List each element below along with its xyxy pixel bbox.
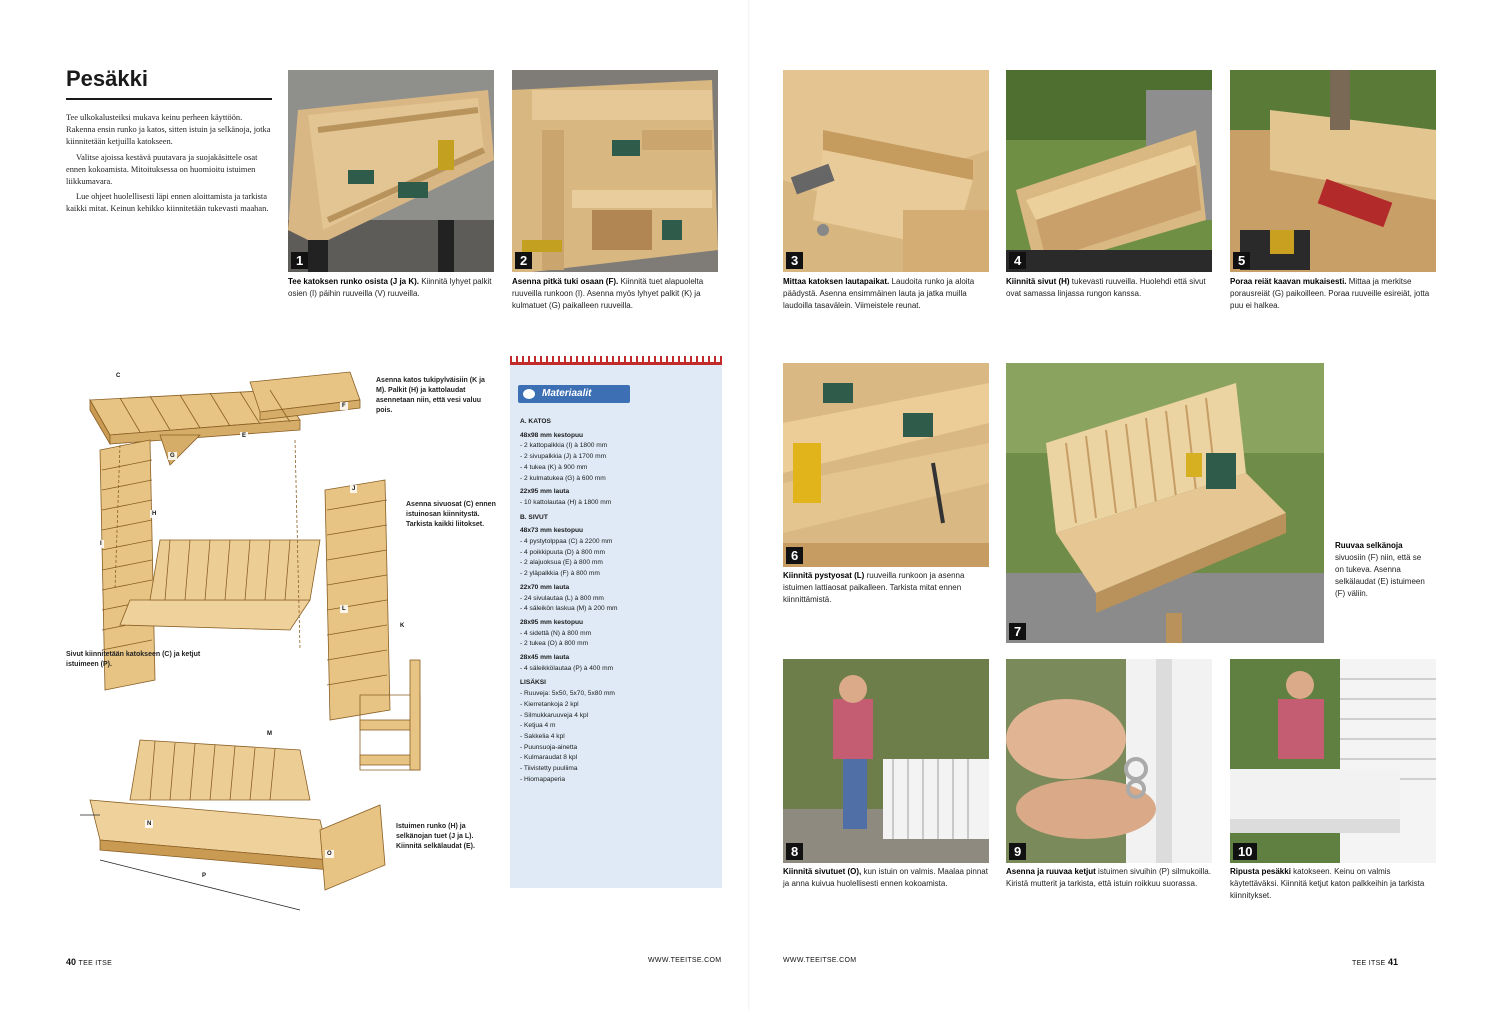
step-10-caption — [1230, 866, 1436, 902]
title-rule — [66, 98, 272, 100]
material-item: - 4 säleikön laskua (M) à 200 mm — [520, 605, 618, 613]
intro-paragraph: Valitse ajoissa kestävä puutavara ja suojakäsittele osat ennen kokoamista. Mitoituksessa on huomioitu istuimen liikkumavara. — [66, 152, 258, 187]
intro-text — [66, 112, 272, 219]
step-number: 10 — [1233, 843, 1257, 860]
caption-bold: Kiinnitä sivutuet (O), — [783, 867, 862, 876]
step-number: 1 — [291, 252, 308, 269]
step-4-image — [1006, 70, 1212, 272]
material-list-box — [510, 362, 722, 888]
page-number: 41 — [1388, 957, 1399, 967]
material-item: - Tiivistetty puuliima — [520, 765, 578, 773]
step-5-caption — [1230, 276, 1436, 312]
step-10-photo — [1230, 659, 1436, 863]
step-number: 4 — [1009, 252, 1026, 269]
caption-text: istuimen sivuihin (P) silmukoilla. Kiristä mutterit ja tarkista, että istuin roikkuu suorassa. — [1006, 867, 1211, 888]
material-section-title: LISÄKSI — [520, 679, 547, 687]
material-list-body — [520, 413, 716, 786]
saw-icon — [521, 387, 537, 401]
caption-text: tukevasti ruuveilla. Huolehdi että sivut ovat samassa linjassa rungon kanssa. — [1006, 277, 1206, 298]
material-section-title: B. SIVUT — [520, 513, 548, 521]
material-item: - 4 poikkipuuta (D) à 800 mm — [520, 548, 606, 556]
step-1-photo — [288, 70, 494, 272]
step-number: 7 — [1009, 623, 1026, 640]
step-number: 8 — [786, 843, 803, 860]
diagram-label: N — [147, 821, 152, 827]
material-item: - 2 alajuoksua (E) à 800 mm — [520, 559, 603, 567]
step-1-image — [288, 70, 494, 272]
material-item: - 2 tukea (O) à 800 mm — [520, 640, 589, 648]
material-item: - Kierretankoja 2 kpl — [520, 700, 579, 708]
caption-bold: Asenna ja ruuvaa ketjut — [1006, 867, 1096, 876]
step-1-caption — [288, 276, 494, 300]
material-item: - Hiomapaperia — [520, 775, 566, 783]
step-5-image — [1230, 70, 1436, 272]
diagram-label: F — [342, 403, 346, 409]
diagram-label: I — [100, 541, 102, 547]
caption-text: sivuosiin (F) niin, että se on tukeva. Asenna selkälaudat (E) istuimeen (F) väliin. — [1335, 553, 1425, 598]
diagram-label: L — [342, 606, 346, 612]
diagram-note: Asenna sivuosat (C) ennen istuinosan kiinnitystä. Tarkista kaikki liitokset. — [406, 501, 496, 528]
diagram-label: O — [327, 851, 332, 857]
material-item: - Ruuveja: 5x50, 5x70, 5x80 mm — [520, 690, 615, 698]
step-3-photo — [783, 70, 989, 272]
material-subsection-title: 22x70 mm lauta — [520, 583, 570, 591]
step-number: 9 — [1009, 843, 1026, 860]
material-item: - 4 sidettä (N) à 800 mm — [520, 629, 592, 637]
diagram-note: Asenna katos tukipylväisiin (K ja M). Palkit (H) ja kattolaudat asennetaan niin, että vesi valuu pois. — [376, 377, 485, 414]
step-8-caption — [783, 866, 989, 890]
caption-text: kun istuin on valmis. Maalaa pinnat ja anna kuivua huolellisesti ennen kokoamista. — [783, 867, 988, 888]
step-4-photo — [1006, 70, 1212, 272]
material-item: - 10 kattolautaa (H) à 1800 mm — [520, 498, 612, 506]
caption-text: katokseen. Keinu on valmis käytettäväksi. Kiinnitä ketjut katon palkkeihin ja tarkista kiinnitykset. — [1230, 867, 1425, 900]
step-7-image — [1006, 363, 1324, 643]
material-item: - Puunsuoja-ainetta — [520, 743, 578, 751]
page-number: 40 — [66, 957, 77, 967]
diagram-label: J — [352, 486, 356, 492]
step-7-side-caption — [1335, 540, 1427, 600]
intro-paragraph: Lue ohjeet huolellisesti läpi ennen aloittamista ja tarkista kaikki mitat. Keinun kehikko kiinnitetään tukevasti maahan. — [66, 192, 269, 214]
material-item: - Sakkelia 4 kpl — [520, 732, 565, 740]
caption-bold: Poraa reiät kaavan mukaisesti. — [1230, 277, 1347, 286]
page-title: Pesäkki — [66, 66, 148, 91]
caption-bold: Mittaa katoksen lautapaikat. — [783, 277, 890, 286]
caption-bold: Ripusta pesäkki — [1230, 867, 1291, 876]
diagram-label: C — [116, 373, 121, 379]
step-6-image — [783, 363, 989, 567]
diagram-note: Sivut kiinnitetään katokseen (C) ja ketjut istuimeen (P). — [66, 651, 201, 668]
step-9-image — [1006, 659, 1212, 863]
material-section-title: A. KATOS — [520, 418, 551, 425]
intro-paragraph: Tee ulkokalusteiksi mukava keinu perheen käyttöön. Rakenna ensin runko ja katos, sitten istuin ja selkänoja, jotka kiinnitetään ketjuilla katokseen. — [66, 113, 271, 147]
diagram-label: P — [202, 873, 207, 879]
step-6-caption — [783, 570, 989, 606]
step-number: 3 — [786, 252, 803, 269]
step-3-caption — [783, 276, 989, 312]
diagram-label: M — [267, 731, 272, 737]
magazine-name: TEE ITSE — [78, 960, 113, 967]
caption-text: ruuveilla runkoon ja asenna istuimen lattiaosat paikalleen. Tarkista mitat ennen kiinnittämistä. — [783, 571, 965, 604]
diagram-note: Istuimen runko (H) ja selkänojan tuet (J ja L). Kiinnitä selkälaudat (E). — [396, 823, 475, 850]
diagram-label: K — [400, 623, 405, 629]
material-item: - 4 pystytolppaa (C) à 2200 mm — [520, 538, 613, 546]
caption-bold: Tee katoksen runko osista (J ja K). — [288, 277, 420, 286]
step-2-photo — [512, 70, 718, 272]
material-item: - Silmukkaruuveja 4 kpl — [520, 711, 589, 719]
material-item: - Ketjua 4 m — [520, 722, 556, 730]
material-subsection-title: 48x73 mm kestopuu — [520, 527, 584, 535]
caption-bold: Asenna pitkä tuki osaan (F). — [512, 277, 619, 286]
caption-text: Kiinnitä tuet alapuolelta ruuveilla runkoon (I). Asenna myös lyhyet palkit (K) ja kulmatuet (G) paikalleen ruuveilla. — [512, 277, 704, 310]
magazine-name: TEE ITSE — [1352, 960, 1386, 967]
caption-bold: Kiinnitä pystyosat (L) — [783, 571, 865, 580]
material-list-heading: Materiaalit — [518, 385, 630, 403]
diagram-label: E — [242, 433, 247, 439]
material-item: - 2 kulmatukea (G) à 600 mm — [520, 474, 606, 482]
caption-bold: Ruuvaa selkänoja — [1335, 541, 1403, 550]
assembly-diagram — [60, 360, 500, 950]
material-item: - 2 kattopalkkia (I) à 1800 mm — [520, 442, 608, 450]
right-page — [750, 0, 1500, 1011]
step-9-caption — [1006, 866, 1212, 890]
step-number: 5 — [1233, 252, 1250, 269]
material-item: - 4 säleikkölautaa (P) à 400 mm — [520, 664, 614, 672]
step-5-photo — [1230, 70, 1436, 272]
step-9-photo — [1006, 659, 1212, 863]
caption-bold: Kiinnitä sivut (H) — [1006, 277, 1070, 286]
caption-text: Kiinnitä lyhyet palkit osien (I) päihin ruuveilla (V) ruuveilla. — [288, 277, 492, 298]
page-number-right — [1352, 957, 1398, 967]
step-number: 2 — [515, 252, 532, 269]
diagram-label: H — [152, 511, 157, 517]
material-item: - 24 sivulautaa (L) à 800 mm — [520, 594, 604, 602]
material-item: - 2 yläpalkkia (F) à 800 mm — [520, 570, 600, 578]
step-6-photo — [783, 363, 989, 567]
step-number: 6 — [786, 547, 803, 564]
page-number-left — [66, 957, 112, 967]
material-subsection-title: 28x45 mm lauta — [520, 654, 570, 662]
step-7-photo — [1006, 363, 1324, 643]
website-right: WWW.TEEITSE.COM — [783, 957, 857, 964]
caption-text: Mittaa ja merkitse porausreiät (G) paikoilleen. Poraa ruuveille esireiät, jotta puu ei halkea. — [1230, 277, 1430, 310]
step-8-image — [783, 659, 989, 863]
caption-text: Laudoita runko ja aloita päädystä. Asenna ensimmäinen lauta ja jatka muilla laudoilla tasavälein. Viimeistele reunat. — [783, 277, 975, 310]
step-3-image — [783, 70, 989, 272]
step-10-image — [1230, 659, 1436, 863]
material-item: - 2 sivupalkkia (J) à 1700 mm — [520, 453, 607, 461]
material-item: - Kulmaraudat 8 kpl — [520, 754, 578, 762]
material-subsection-title: 22x95 mm lauta — [520, 488, 570, 496]
step-8-photo — [783, 659, 989, 863]
step-2-caption — [512, 276, 718, 312]
website-left: WWW.TEEITSE.COM — [648, 957, 722, 964]
material-item: - 4 tukea (K) à 900 mm — [520, 463, 588, 471]
material-subsection-title: 28x95 mm kestopuu — [520, 618, 584, 626]
step-2-image — [512, 70, 718, 272]
material-subsection-title: 48x98 mm kestopuu — [520, 431, 584, 439]
step-4-caption — [1006, 276, 1212, 300]
diagram-label: G — [170, 453, 175, 459]
